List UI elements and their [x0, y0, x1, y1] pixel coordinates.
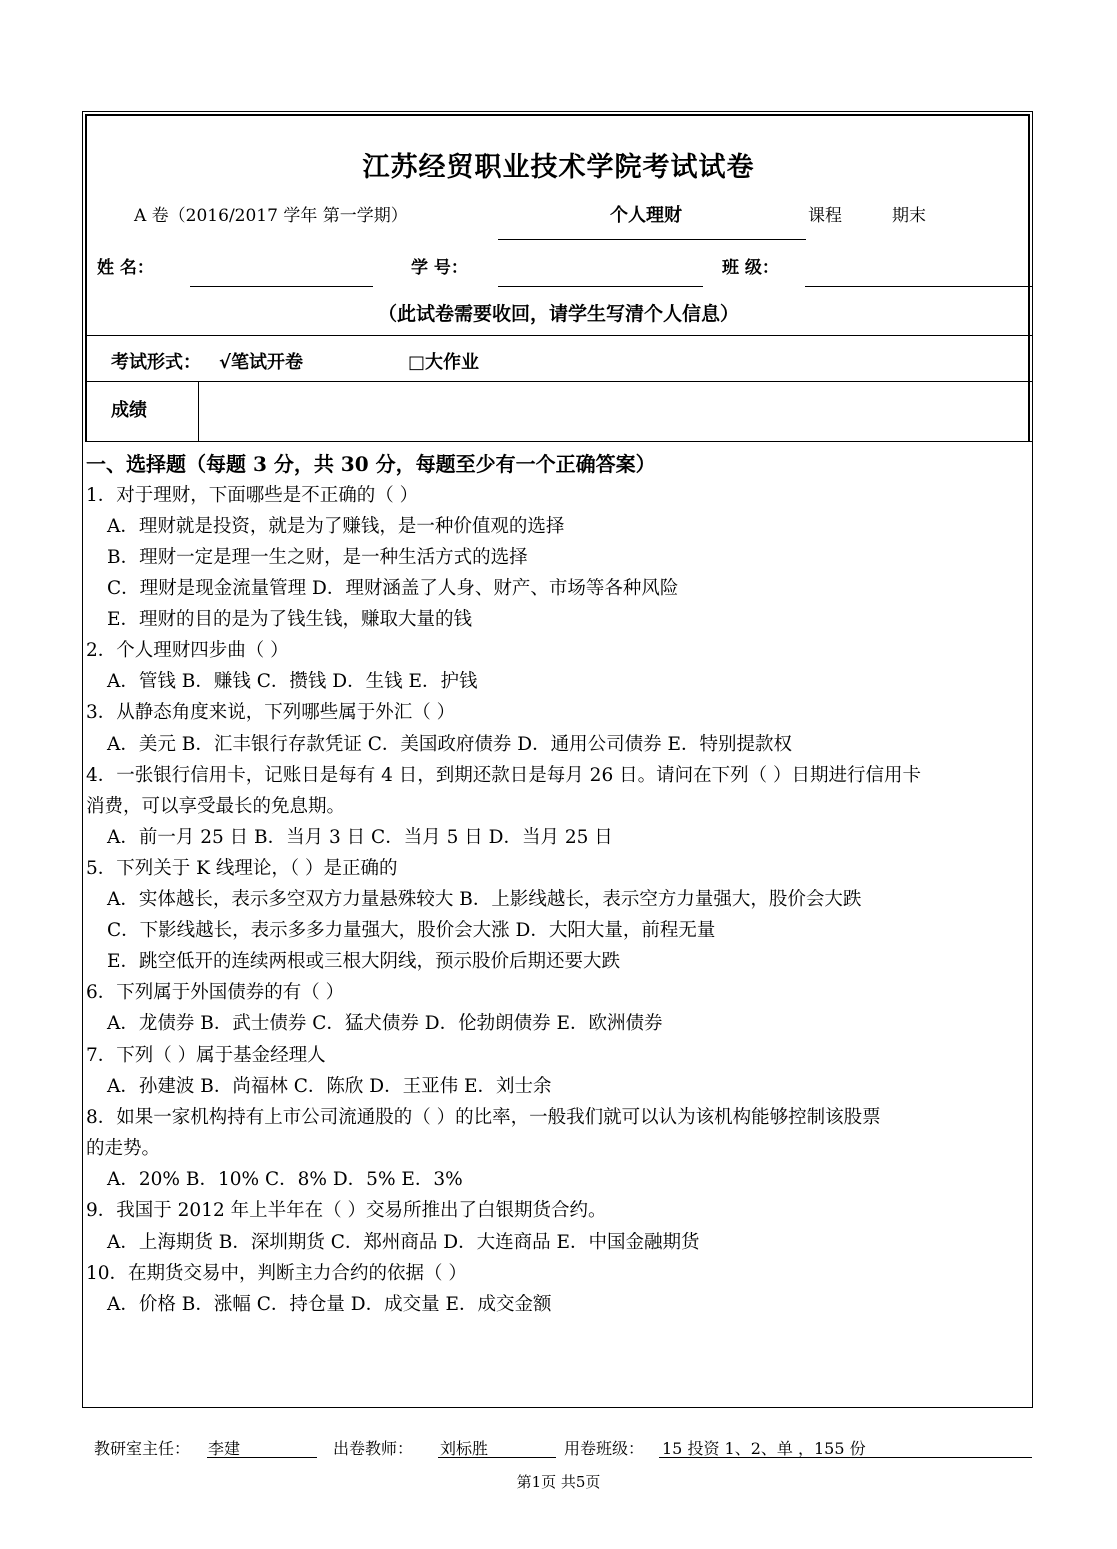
director-underline — [207, 1457, 317, 1458]
student-id-field[interactable] — [498, 286, 703, 287]
option-line: A．前一月 25 日 B．当月 3 日 C．当月 5 日 D．当月 25 日 — [107, 827, 613, 848]
question-3: 3．从静态角度来说，下列哪些属于外汇（ ） — [86, 702, 456, 723]
option-line: C．理财是现金流量管理 D．理财涵盖了人身、财产、市场等各种风险 — [107, 578, 679, 599]
option-line: A．理财就是投资，就是为了赚钱，是一种价值观的选择 — [107, 516, 565, 537]
option-line: A．上海期货 B．深圳期货 C．郑州商品 D．大连商品 E．中国金融期货 — [107, 1232, 700, 1253]
option-line: A．美元 B．汇丰银行存款凭证 C．美国政府债券 D．通用公司债券 E．特别提款权 — [107, 734, 792, 755]
question-8-continued: 的走势。 — [86, 1138, 161, 1159]
option-line: A．龙债券 B．武士债券 C．猛犬债券 D．伦勃朗债券 E．欧洲债券 — [107, 1013, 663, 1034]
header-bottom-line — [85, 441, 1032, 442]
score-cell-divider — [198, 381, 199, 442]
exam-type: 期末 — [892, 206, 926, 226]
option-line: A．孙建波 B．尚福林 C．陈欣 D．王亚伟 E．刘士余 — [107, 1076, 552, 1097]
term-info: A 卷（2016/2017 学年 第一学期） — [134, 206, 408, 226]
option-line: A．价格 B．涨幅 C．持仓量 D．成交量 E．成交金额 — [107, 1294, 552, 1315]
question-7: 7．下列（ ）属于基金经理人 — [86, 1045, 326, 1066]
teacher-label: 出卷教师： — [333, 1439, 414, 1458]
page-number: 第1页 共5页 — [516, 1473, 601, 1491]
course-underline — [498, 239, 806, 240]
question-10: 10．在期货交易中，判断主力合约的依据（ ） — [86, 1263, 467, 1284]
exam-title: 江苏经贸职业技术学院考试试卷 — [362, 152, 755, 183]
collection-notice: （此试卷需要收回，请学生写清个人信息） — [377, 303, 739, 325]
exam-form-option-written[interactable]: √笔试开卷 — [219, 352, 304, 373]
option-line: E．跳空低开的连续两根或三根大阴线，预示股价后期还要大跌 — [107, 951, 621, 972]
class-usage-underline — [659, 1457, 1032, 1458]
class-field[interactable] — [805, 286, 1032, 287]
option-line: E．理财的目的是为了钱生钱，赚取大量的钱 — [107, 609, 473, 630]
option-line: C．下影线越长，表示多多力量强大，股价会大涨 D．大阳大量，前程无量 — [107, 920, 716, 941]
question-8: 8．如果一家机构持有上市公司流通股的（ ）的比率，一般我们就可以认为该机构能够控制该股票 — [86, 1107, 881, 1128]
director-label: 教研室主任： — [94, 1439, 191, 1458]
class-label: 班 级： — [722, 258, 779, 278]
option-line: A．20% B．10% C．8% D．5% E．3% — [107, 1169, 463, 1190]
name-label: 姓 名： — [97, 258, 154, 278]
header-divider-1 — [85, 335, 1032, 336]
question-1: 1．对于理财，下面哪些是不正确的（ ） — [86, 485, 419, 506]
option-line: A．管钱 B．赚钱 C．攒钱 D．生钱 E．护钱 — [107, 671, 478, 692]
name-field[interactable] — [190, 286, 373, 287]
score-label: 成绩 — [111, 400, 147, 421]
teacher-name: 刘标胜 — [440, 1439, 489, 1458]
class-usage-label: 用卷班级： — [564, 1439, 645, 1458]
student-id-label: 学 号： — [411, 258, 468, 278]
question-2: 2．个人理财四步曲（ ） — [86, 640, 289, 661]
question-6: 6．下列属于外国债券的有（ ） — [86, 982, 345, 1003]
question-5: 5．下列关于 K 线理论，（ ）是正确的 — [86, 858, 398, 879]
question-4: 4．一张银行信用卡，记账日是每有 4 日，到期还款日是每月 26 日。请问在下列（ ）日期进行信用卡 — [86, 765, 921, 786]
exam-form-label: 考试形式： — [111, 352, 201, 373]
director-name: 李建 — [208, 1439, 241, 1458]
course-name: 个人理财 — [610, 205, 682, 226]
section-heading: 一、选择题（每题 3 分，共 30 分，每题至少有一个正确答案） — [86, 452, 656, 476]
question-9: 9．我国于 2012 年上半年在（ ）交易所推出了白银期货合约。 — [86, 1200, 607, 1221]
option-line: B．理财一定是理一生之财，是一种生活方式的选择 — [107, 547, 528, 568]
exam-form-option-project[interactable]: □大作业 — [408, 352, 480, 373]
course-label: 课程 — [808, 206, 842, 226]
class-usage-value: 15 投资 1、2、单 ，155 份 — [662, 1439, 866, 1458]
option-line: A．实体越长，表示多空双方力量悬殊较大 B．上影线越长，表示空方力量强大，股价会大跌 — [107, 889, 862, 910]
teacher-underline — [438, 1457, 556, 1458]
question-4-continued: 消费，可以享受最长的免息期。 — [86, 796, 346, 817]
header-divider-2 — [85, 381, 1032, 382]
